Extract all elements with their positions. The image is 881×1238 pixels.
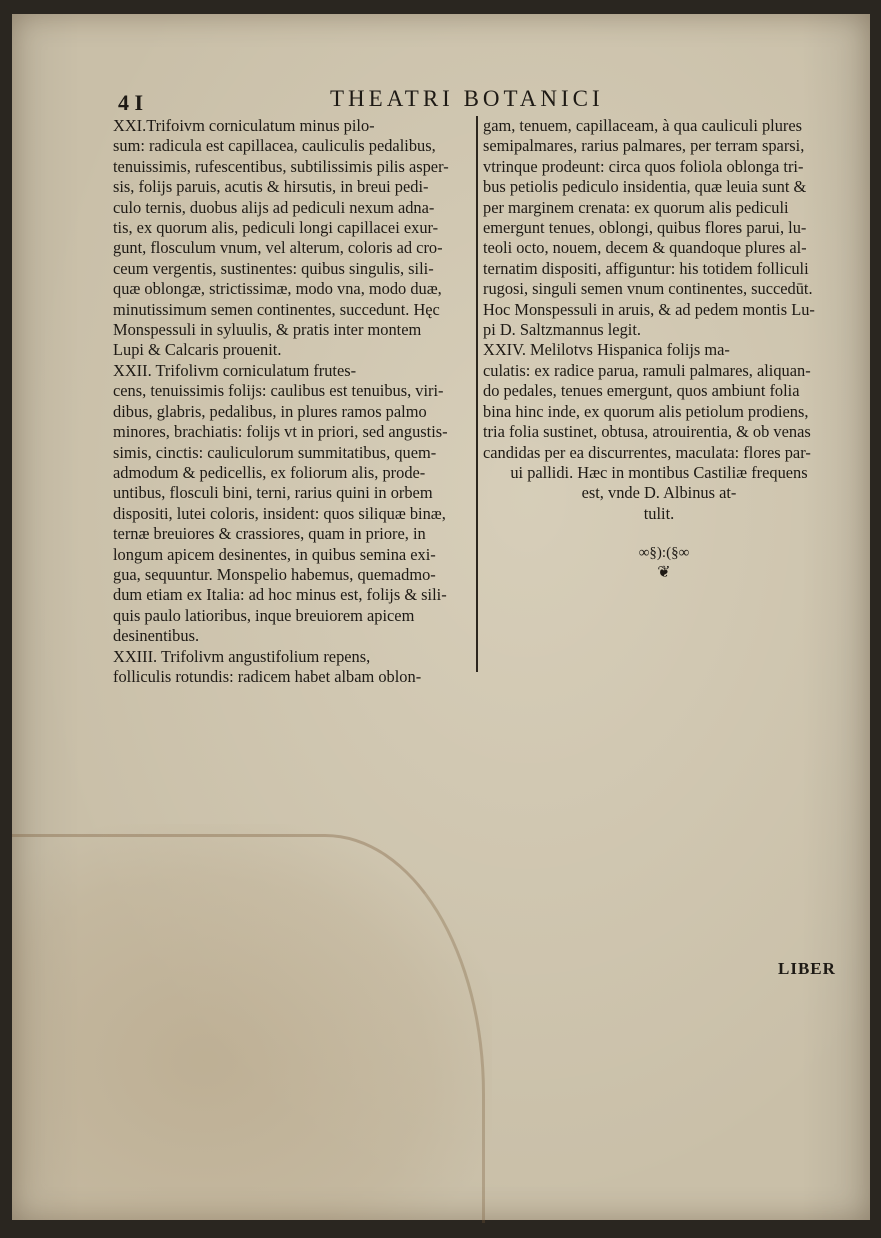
- text-line: gunt, flosculum vnum, vel alterum, coloris ad cro-: [113, 238, 443, 258]
- text-line: gua, sequuntur. Monspelio habemus, quemadmo-: [113, 564, 436, 584]
- text-line: admodum & pedicellis, ex foliorum alis, prode-: [113, 462, 426, 482]
- text-line: teoli octo, nouem, decem & quandoque plures al-: [483, 238, 807, 258]
- printers-ornament: [624, 545, 704, 582]
- text-line: do pedales, tenues emergunt, quos ambiunt folia: [483, 381, 800, 401]
- text-line: vtrinque prodeunt: circa quos foliola oblonga tri-: [483, 156, 804, 176]
- text-line: XXIV. Melilotvs Hispanica folijs ma-: [483, 340, 730, 360]
- water-stain: [12, 824, 492, 1220]
- text-line: minores, brachiatis: folijs vt in priori, sed angustis-: [113, 422, 448, 442]
- text-line: dispositi, lutei coloris, insident: quos siliquæ binæ,: [113, 503, 446, 523]
- text-line: tis, ex quorum alis, pediculi longi capillacei exur-: [113, 218, 439, 238]
- text-line: desinentibus.: [113, 626, 200, 646]
- water-stain-edge: [12, 834, 485, 1223]
- catchword: LIBER: [778, 959, 836, 978]
- text-line: est, vnde D. Albinus at-: [581, 483, 737, 503]
- text-line: longum apicem desinentes, in quibus semina exi-: [113, 544, 436, 564]
- text-line: emergunt tenues, oblongi, quibus flores parui, lu-: [483, 218, 807, 238]
- text-line: culo ternis, duobus alijs ad pediculi nexum adna-: [113, 197, 435, 217]
- text-line: quæ oblongæ, strictissimæ, modo vna, modo duæ,: [113, 279, 442, 299]
- column-rule: [476, 116, 478, 672]
- text-line: bina hinc inde, ex quorum alis petiolum prodiens,: [483, 401, 809, 421]
- text-line: semipalmares, rarius palmares, per terram sparsi,: [483, 136, 805, 156]
- text-line: untibus, flosculi bini, terni, rarius quini in orbem: [113, 483, 433, 503]
- text-line: sis, folijs paruis, acutis & hirsutis, in breui pedi-: [113, 177, 429, 197]
- ornament-glyph: ∞§):(§∞: [638, 545, 690, 561]
- text-line: sum: radicula est capillacea, cauliculis pedalibus,: [113, 136, 436, 156]
- left-text-column: [113, 116, 473, 687]
- text-line: tulit.: [643, 503, 675, 523]
- text-line: per marginem crenata: ex quorum alis pediculi: [483, 197, 789, 217]
- text-line: dibus, glabris, pedalibus, in plures ramos palmo: [113, 401, 427, 421]
- text-line: folliculis rotundis: radicem habet albam oblon-: [113, 666, 422, 686]
- text-line: Hoc Monspessuli in aruis, & ad pedem montis Lu-: [483, 299, 815, 319]
- text-line: ternæ breuiores & crassiores, quam in priore, in: [113, 524, 426, 544]
- text-line: ternatim dispositi, affiguntur: his totidem folliculi: [483, 258, 809, 278]
- page-number: 4 I: [118, 90, 144, 115]
- text-line: XXI.Trifoivm corniculatum minus pilo-: [113, 116, 375, 135]
- text-line: Monspessuli in syluulis, & pratis inter montem: [113, 320, 422, 340]
- text-line: simis, cinctis: cauliculorum summitatibus, quem-: [113, 442, 437, 462]
- text-line: culatis: ex radice parua, ramuli palmares, aliquan-: [483, 360, 811, 380]
- text-line: XXII. Trifolivm corniculatum frutes-: [113, 360, 357, 380]
- fleuron-icon: ❦: [657, 564, 671, 581]
- running-head: THEATRI BOTANICI: [330, 86, 604, 111]
- text-line: ui pallidi. Hæc in montibus Castiliæ frequens: [510, 462, 808, 482]
- text-line: candidas per ea discurrentes, maculata: flores par-: [483, 442, 811, 462]
- text-line: Lupi & Calcaris prouenit.: [113, 340, 282, 360]
- text-line: XXIII. Trifolivm angustifolium repens,: [113, 646, 371, 666]
- text-line: minutissimum semen continentes, succedunt. Hęc: [113, 299, 440, 319]
- text-line: pi D. Saltzmannus legit.: [483, 320, 641, 340]
- text-line: bus petiolis pediculo insidentia, quæ leuia sunt &: [483, 177, 807, 197]
- text-line: ceum vergentis, sustinentes: quibus singulis, sili-: [113, 258, 434, 278]
- text-line: dum etiam ex Italia: ad hoc minus est, folijs & sili-: [113, 585, 447, 605]
- text-line: gam, tenuem, capillaceam, à qua cauliculi plures: [483, 116, 803, 135]
- text-line: cens, tenuissimis folijs: caulibus est tenuibus, viri-: [113, 381, 444, 401]
- right-text-column: [483, 116, 835, 524]
- text-line: tria folia sustinet, obtusa, atrouirentia, & ob venas: [483, 422, 811, 442]
- text-line: quis paulo latioribus, inque breuiorem apicem: [113, 605, 415, 625]
- text-line: tenuissimis, rufescentibus, subtilissimis pilis asper-: [113, 156, 449, 176]
- text-line: rugosi, singuli semen vnum continentes, succedūt.: [483, 279, 813, 299]
